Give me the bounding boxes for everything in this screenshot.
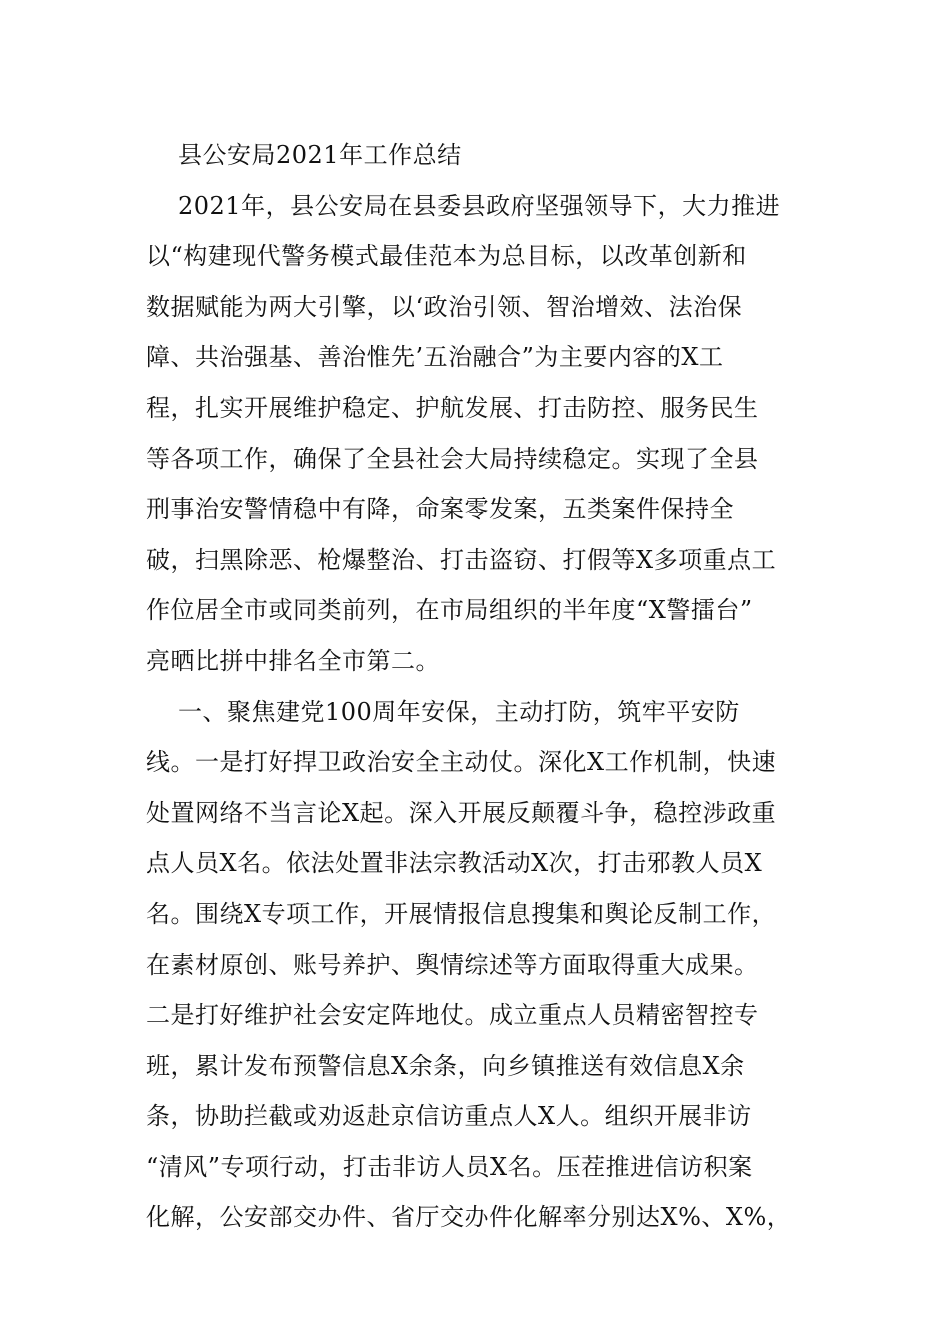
paragraph-line: 以“构建现代警务模式最佳范本为总目标，以改革创新和 <box>146 242 747 271</box>
paragraph-line: 班，累计发布预警信息X余条，向乡镇推送有效信息X余 <box>146 1051 745 1080</box>
section-heading-line: 一、聚焦建党100周年安保，主动打防，筑牢平安防 <box>178 697 740 726</box>
paragraph-line: 条，协助拦截或劝返赴京信访重点人X人。组织开展非访 <box>146 1102 752 1131</box>
paragraph-line: 数据赋能为两大引擎，以‘政治引领、智治增效、法治保 <box>146 292 743 321</box>
paragraph-line: 名。围绕X专项工作，开展情报信息搜集和舆论反制工作， <box>146 899 777 928</box>
paragraph-line: 处置网络不当言论X起。深入开展反颠覆斗争，稳控涉政重 <box>146 798 777 827</box>
paragraph-line: 刑事治安警情稳中有降，命案零发案，五类案件保持全 <box>146 495 734 524</box>
paragraph-line: “清风”专项行动，打击非访人员X名。压茬推进信访积案 <box>146 1152 753 1181</box>
paragraph-line: 点人员X名。依法处置非法宗教活动X次，打击邪教人员X <box>146 849 763 878</box>
document-title: 县公安局2021年工作总结 <box>178 141 462 169</box>
document-body <box>146 130 818 1243</box>
paragraph-line: 亮晒比拼中排名全市第二。 <box>146 646 440 675</box>
paragraph-line: 程，扎实开展维护稳定、护航发展、打击防控、服务民生 <box>146 393 759 422</box>
paragraph-line: 2021年，县公安局在县委县政府坚强领导下，大力推进 <box>178 191 781 220</box>
paragraph-line: 化解，公安部交办件、省厅交办件化解率分别达X%、X%， <box>146 1203 792 1232</box>
paragraph-line: 破，扫黑除恶、枪爆整治、打击盗窃、打假等X多项重点工 <box>146 545 777 574</box>
paragraph-line: 作位居全市或同类前列，在市局组织的半年度“X警擂台” <box>146 596 753 625</box>
paragraph-line: 障、共治强基、善治惟先’五治融合”为主要内容的X工 <box>146 343 724 372</box>
paragraph-line: 线。一是打好捍卫政治安全主动仗。深化X工作机制，快速 <box>146 748 777 777</box>
paragraph-line: 二是打好维护社会安定阵地仗。成立重点人员精密智控专 <box>146 1001 759 1030</box>
paragraph-line: 在素材原创、账号养护、舆情综述等方面取得重大成果。 <box>146 950 759 979</box>
paragraph-line: 等各项工作，确保了全县社会大局持续稳定。实现了全县 <box>146 444 759 473</box>
